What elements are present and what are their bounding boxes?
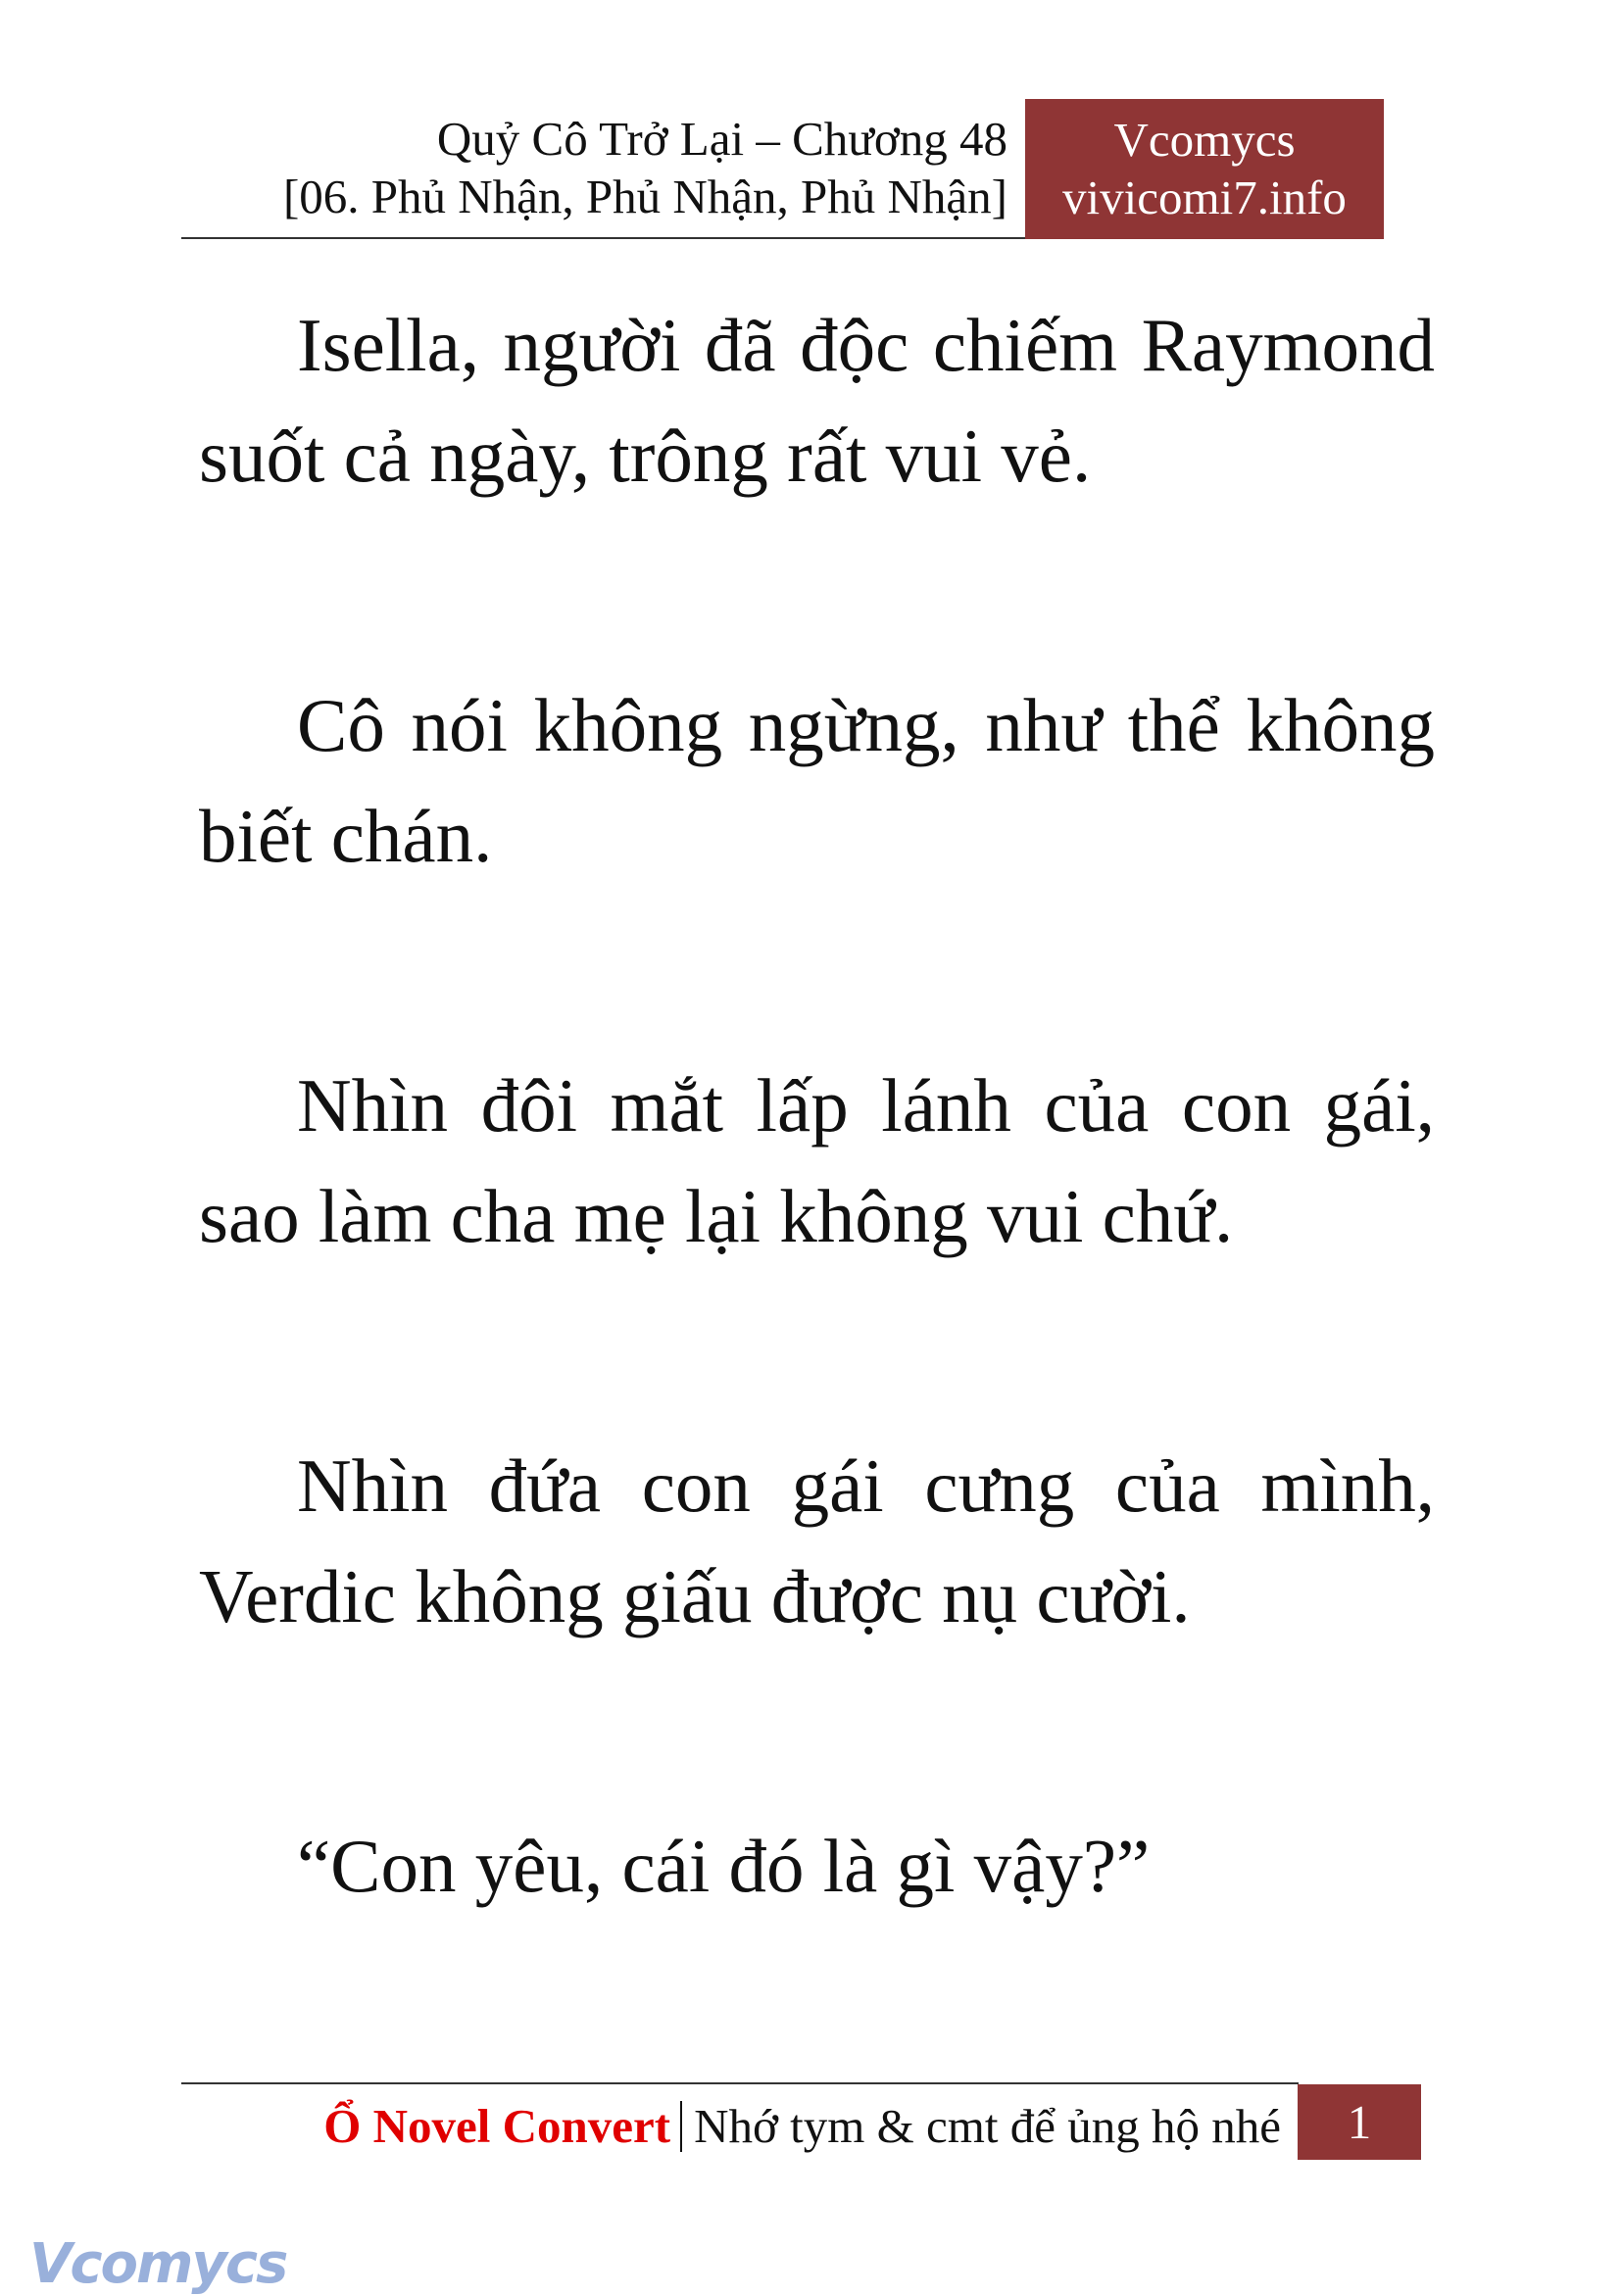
site-name: Vcomycs (1113, 113, 1296, 167)
header-divider (181, 237, 1026, 239)
site-url: vivicomi7.info (1062, 171, 1347, 224)
paragraph: Cô nói không ngừng, như thể không biết chán. (199, 683, 1435, 878)
chapter-body (199, 290, 1435, 2080)
footer-message: Nhớ tym & cmt để ủng hộ nhé (694, 2099, 1281, 2153)
chapter-title: Quỷ Cô Trở Lại – Chương 48 (436, 112, 1007, 166)
footer-brand: Ổ Novel Convert (323, 2099, 671, 2153)
paragraph: Nhìn đôi mắt lấp lánh của con gái, sao làm cha mẹ lại không vui chứ. (199, 1063, 1435, 1258)
watermark-logo: Vcomycs (29, 2232, 287, 2296)
chapter-subtitle: [06. Phủ Nhận, Phủ Nhận, Phủ Nhận] (282, 170, 1007, 223)
paragraph: Isella, người đã độc chiếm Raymond suốt cả ngày, trông rất vui vẻ. (199, 303, 1435, 498)
footer-divider (181, 2082, 1299, 2084)
site-badge (1025, 99, 1384, 239)
footer-separator (680, 2101, 682, 2152)
footer-text (323, 2097, 1281, 2156)
page-number: 1 (1298, 2084, 1421, 2160)
paragraph: Nhìn đứa con gái cưng của mình, Verdic không giấu được nụ cười. (199, 1443, 1435, 1638)
chapter-header (283, 110, 1007, 225)
paragraph: “Con yêu, cái đó là gì vậy?” (297, 1824, 1151, 1908)
